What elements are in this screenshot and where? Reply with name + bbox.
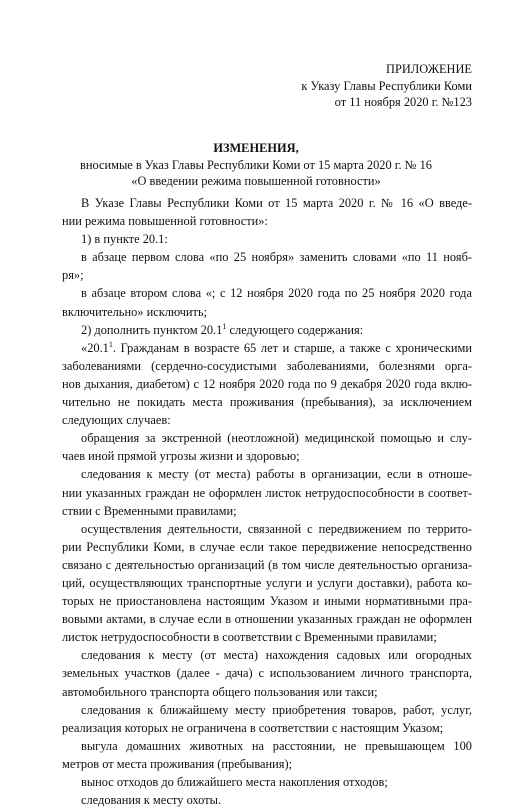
appendix-decree: к Указу Главы Республики Коми (301, 78, 472, 93)
body-line: обращения за экстренной (неотложной) медицинской помощью и слу- (81, 431, 472, 446)
body-line: следования к месту (от места) работы в организации, если в отноше- (81, 467, 472, 482)
body-line: торых не приостановлена настоящим Указом и иными нормативными пра- (62, 594, 472, 609)
appendix-label: ПРИЛОЖЕНИЕ (386, 62, 472, 76)
body-line: включительно» исключить; (62, 304, 208, 319)
body-line: ций, осуществляющих транспортные услуги и услуги доставки), работа ко- (62, 575, 472, 590)
body-line: чительно не покидать места проживания (пребывания), за исключением (62, 395, 472, 410)
document-body (62, 194, 472, 809)
body-line: нии указанных граждан не оформлен листок нетрудоспособности в соответ- (62, 485, 472, 500)
body-line: ствии с Временными правилами; (62, 503, 237, 518)
body-line: ря»; (62, 268, 84, 283)
body-line: В Указе Главы Республики Коми от 15 марта 2020 г. № 16 «О введе- (81, 196, 472, 210)
document-subtitle-decree-name: «О введении режима повышенной готовности» (131, 174, 381, 188)
body-line-text: . Гражданам в возрасте 65 лет и старше, а также с хроническими (112, 340, 472, 355)
body-line: следования к ближайшему месту приобретения товаров, работ, услуг, (81, 702, 472, 717)
body-line: нов дыхания, диабетом) с 12 ноября 2020 года по 9 декабря 2020 года вклю- (62, 376, 472, 391)
body-line: автомобильного транспорта общего пользования или такси; (62, 684, 378, 699)
body-line: 1) в пункте 20.1: (81, 232, 168, 247)
body-line: выгула домашних животных на расстоянии, не превышающем 100 (81, 738, 472, 753)
body-line: следующих случаев: (62, 413, 171, 428)
document-subtitle: вносимые в Указ Главы Республики Коми от 15 марта 2020 г. № 16 (79, 157, 432, 172)
body-line: в абзаце втором слова «; с 12 ноября 2020 года по 25 ноября 2020 года (81, 286, 472, 301)
body-line: чаев иной прямой угрозы жизни и здоровью; (62, 449, 300, 464)
document-title: ИЗМЕНЕНИЯ, (213, 141, 299, 155)
body-line: следования к месту охоты. (81, 793, 222, 808)
body-line (62, 339, 472, 357)
body-line: нии режима повышенной готовности»: (62, 214, 268, 229)
body-line-text: следующего содержания: (229, 322, 364, 337)
body-line-text: 2) дополнить пунктом 20.1 (81, 322, 223, 337)
superscript: 1 (222, 321, 227, 331)
body-line: листок нетрудоспособности в соответствии с Временными правилами; (62, 630, 437, 645)
body-line-text: «20.1 (81, 340, 109, 355)
body-line: следования к месту (от места) нахождения садовых или огородных (81, 648, 472, 663)
body-line: метров от места проживания (пребывания); (62, 756, 293, 771)
body-line: заболеваниями (сердечно-сосудистыми заболеваниями, болезнями орга- (62, 358, 472, 373)
body-line: связано с деятельностью организаций (в том числе деятельностью организа- (62, 557, 472, 572)
body-line: вовыми актами, в случае если в отношении указанных граждан не оформлен (62, 612, 472, 627)
body-line: в абзаце первом слова «по 25 ноября» заменить словами «по 11 нояб- (81, 250, 472, 265)
body-line: реализация которых не ограничена в соответствии с настоящим Указом; (62, 720, 444, 735)
appendix-date-number: от 11 ноября 2020 г. №123 (334, 95, 472, 110)
body-line: осуществления деятельности, связанной с передвижением по террито- (81, 521, 472, 536)
body-line: земельных участков (далее - дача) с использованием личного транспорта, (62, 666, 472, 681)
body-line: рии Республики Коми, в случае если такое передвижение непосредственно (62, 539, 472, 554)
body-line (62, 321, 472, 339)
document-heading (40, 140, 472, 190)
body-line: вынос отходов до ближайшего места накопления отходов; (81, 775, 388, 789)
appendix-block (280, 61, 472, 111)
superscript: 1 (108, 339, 113, 349)
